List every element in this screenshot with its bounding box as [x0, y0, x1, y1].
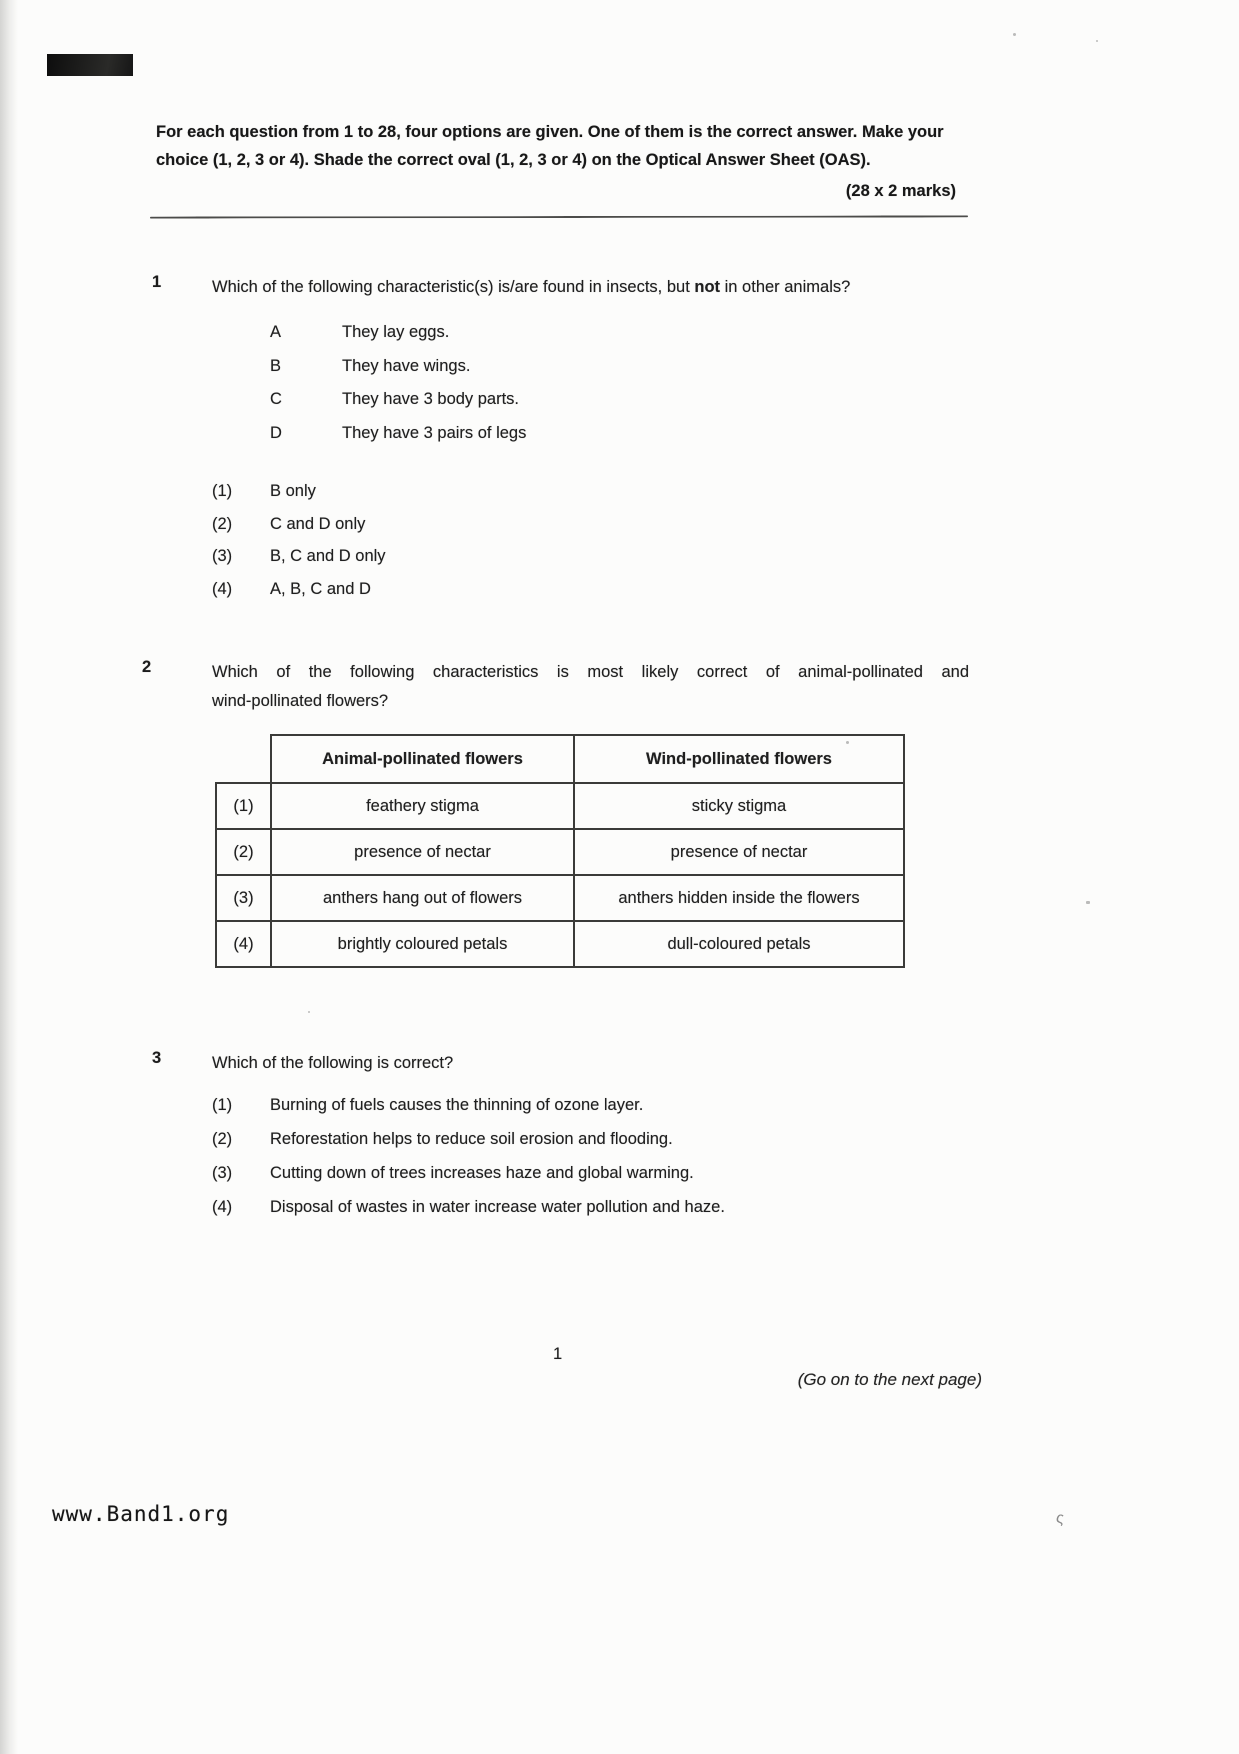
statement-item [270, 357, 526, 391]
table-option-label: (2) [216, 829, 271, 875]
question-2-text [212, 658, 969, 716]
table-header-animal-pollinated: Animal-pollinated flowers [271, 735, 574, 783]
table-cell: sticky stigma [574, 783, 904, 829]
option-item [212, 1164, 725, 1198]
table-row [216, 875, 904, 921]
option-label: (3) [212, 1164, 233, 1182]
statement-text: They lay eggs. [342, 323, 450, 341]
table-option-label: (1) [216, 783, 271, 829]
option-text: C and D only [270, 514, 366, 533]
marks-allocation: (28 x 2 marks) [845, 182, 956, 200]
option-text: Cutting down of trees increases haze and global warming. [270, 1164, 694, 1182]
scan-artifact: ς [1054, 1509, 1065, 1528]
scan-edge-shading [0, 0, 18, 1754]
option-item [212, 515, 386, 548]
table-row [216, 829, 904, 875]
table-cell: anthers hang out of flowers [271, 875, 574, 921]
option-item [212, 1198, 725, 1232]
table-cell: dull-coloured petals [574, 921, 904, 967]
table-header-wind-pollinated: Wind-pollinated flowers [574, 735, 904, 783]
table-row [216, 783, 904, 829]
table-row [216, 921, 904, 967]
table-option-label: (4) [216, 921, 271, 967]
option-label: (2) [212, 1130, 233, 1148]
option-text: A, B, C and D [270, 580, 371, 599]
option-item [212, 547, 386, 580]
option-text: Reforestation helps to reduce soil erosion and flooding. [270, 1130, 673, 1148]
question-1-text [212, 273, 972, 302]
option-text: Disposal of wastes in water increase water pollution and haze. [270, 1198, 725, 1216]
statement-label: C [270, 390, 282, 408]
option-text: B, C and D only [270, 547, 386, 566]
statement-item [270, 424, 526, 458]
question-2-table [215, 734, 905, 968]
redacted-block [47, 54, 133, 76]
statement-label: B [270, 356, 282, 375]
table-cell: feathery stigma [271, 783, 574, 829]
watermark-url: www.Band1.org [52, 1502, 230, 1526]
table-header-row [216, 735, 904, 783]
question-1-number: 1 [152, 273, 162, 291]
scan-speck [846, 741, 849, 744]
question-2-number: 2 [142, 658, 152, 676]
option-label: (4) [212, 1198, 233, 1216]
instructions-line-1: For each question from 1 to 28, four options are given. One of them is the correct answer. Make your [156, 123, 944, 141]
option-label: (3) [212, 547, 233, 566]
statement-text: They have wings. [342, 356, 471, 375]
option-item [212, 580, 386, 613]
instructions-line-2: choice (1, 2, 3 or 4). Shade the correct oval (1, 2, 3 or 4) on the Optical Answer Sheet (OAS). [156, 151, 871, 169]
option-label: (2) [212, 514, 233, 533]
page-number: 1 [553, 1345, 563, 1363]
option-item [212, 482, 386, 515]
statement-text: They have 3 pairs of legs [342, 423, 527, 442]
question-1-options [212, 482, 386, 613]
question-1-text-part: Which of the following characteristic(s) is/are found in insects, but [212, 278, 695, 296]
section-divider [150, 215, 968, 218]
table-cell: presence of nectar [574, 829, 904, 875]
option-label: (1) [212, 1096, 233, 1114]
question-1-text-part: in other animals? [720, 278, 851, 296]
question-3-number: 3 [152, 1049, 162, 1067]
scan-speck [1013, 33, 1016, 36]
option-label: (4) [212, 580, 233, 599]
option-item [212, 1096, 725, 1130]
statement-label: D [270, 423, 282, 442]
option-item [212, 1130, 725, 1164]
statement-item [270, 390, 526, 424]
statement-label: A [270, 323, 282, 341]
statement-text: They have 3 body parts. [342, 390, 520, 408]
table-cell: brightly coloured petals [271, 921, 574, 967]
option-label: (1) [212, 482, 233, 500]
scan-speck [1086, 901, 1090, 904]
question-1-text-bold: not [694, 278, 721, 296]
scan-speck [308, 1011, 310, 1013]
question-2-text-line: wind-pollinated flowers? [212, 692, 389, 710]
exam-instructions [156, 118, 956, 205]
option-text: Burning of fuels causes the thinning of ozone layer. [270, 1096, 644, 1114]
question-1-statements [270, 323, 526, 457]
table-cell: anthers hidden inside the flowers [574, 875, 904, 921]
table-cell: presence of nectar [271, 829, 574, 875]
question-3-text: Which of the following is correct? [212, 1054, 454, 1072]
question-3-options [212, 1096, 725, 1232]
next-page-note: (Go on to the next page) [797, 1370, 982, 1389]
statement-item [270, 323, 526, 357]
option-text: B only [270, 482, 316, 500]
question-2-text-line: Which of the following characteristics is most likely correct of animal-pollinated and [212, 663, 969, 681]
scan-speck [1096, 40, 1098, 42]
table-option-label: (3) [216, 875, 271, 921]
table-corner-cell [216, 735, 271, 783]
